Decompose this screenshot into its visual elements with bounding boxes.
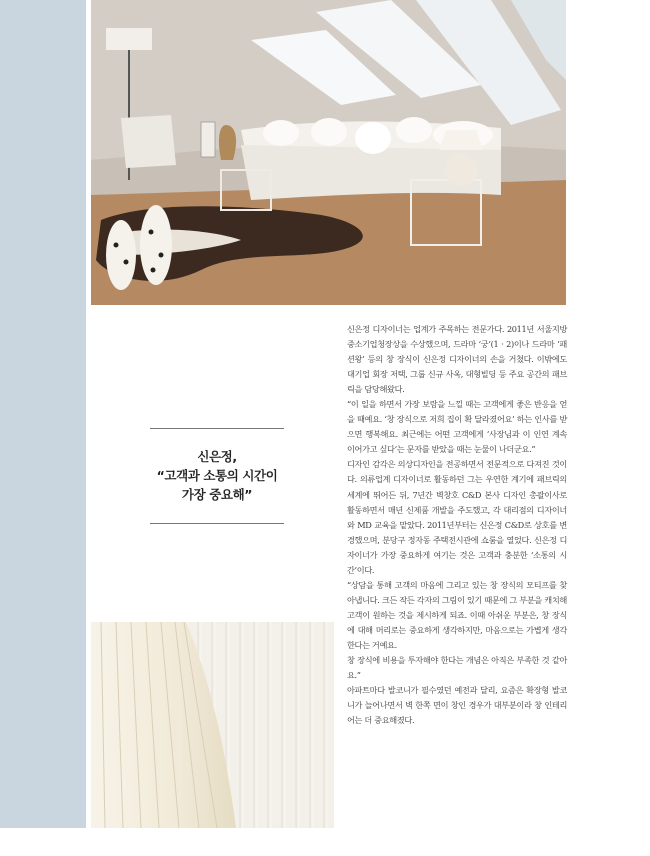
pull-quote-heading <box>150 447 284 504</box>
pull-quote-line-1: 신은정, <box>197 449 237 464</box>
article-paragraph: “이 일을 하면서 가장 보람을 느낄 때는 고객에게 좋은 반응을 얻을 때예요. ‘창 장식으로 저희 집이 확 달라졌어요’ 하는 인사를 받으면 행복해요. 최근에는 어떤 고객에게 ‘사장님과 이 인연 계속 이어가고 싶다’는 문자를 받았을 때는 눈물이 나더군요.” <box>347 399 567 455</box>
pull-quote-line-2: “고객과 소통의 시간이 <box>156 468 278 483</box>
article-paragraph: 신은정 디자이너는 업계가 주목하는 전문가다. 2011년 서울지방중소기업청장상을 수상했으며, 드라마 ‘궁’(1 · 2)이나 드라마 ‘패션왕’ 등의 창 장식이 신은정 디자이너의 손을 거쳤다. 이밖에도 대기업 회장 저택, 그룹 신규 사옥, 대형빌딩 등 주요 공간의 패브릭을 담당해왔다. <box>347 324 567 395</box>
article-paragraph: “상담을 통해 고객의 마음에 그리고 있는 창 장식의 모티프를 찾아냅니다. 크든 작든 각자의 그림이 있기 때문에 그 부분을 캐치해 고객이 원하는 것을 제시하게 되죠. 이때 아쉬운 부분은, 창 장식에 대해 머리로는 중요하게 생각하지만, 마음으로는 가볍게 생각한다는 거예요. <box>347 579 567 650</box>
pull-quote-line-3: 가장 중요해” <box>181 487 253 502</box>
pull-quote <box>150 428 284 524</box>
article-paragraph: 디자인 감각은 의상디자인을 전공하면서 전문적으로 다져진 것이다. 의류업계 디자이너로 활동하던 그는 우연한 계기에 패브릭의 세계에 뛰어든 뒤, 7년간 벽창호 C&D 본사 디자인 총괄이사로 활동하면서 매년 신제품 개발을 주도했고, 각 대리점의 디자이너와 MD 교육을 맡았다. 2011년부터는 신은정 C&D로 상호를 변경했으며, 분당구 정자동 주택전시관에 쇼룸을 열었다. 신은정 디자이너가 가장 중요하게 여기는 것은 고객과 충분한 ‘소통의 시간’이다. <box>347 459 567 575</box>
lampshade-photo <box>91 622 334 828</box>
living-room-photo <box>91 0 566 305</box>
article-body <box>347 322 567 728</box>
article-paragraph: 창 장식에 비용을 투자해야 한다는 개념은 아직은 부족한 것 같아요.” <box>347 655 567 681</box>
article-paragraph: 아파트마다 발코니가 필수였던 예전과 달리, 요즘은 확장형 발코니가 늘어나면서 벽 한쪽 면이 창인 경우가 대부분이라 창 인테리어는 더 중요해졌다. <box>347 685 567 726</box>
decorative-side-band <box>0 0 86 828</box>
